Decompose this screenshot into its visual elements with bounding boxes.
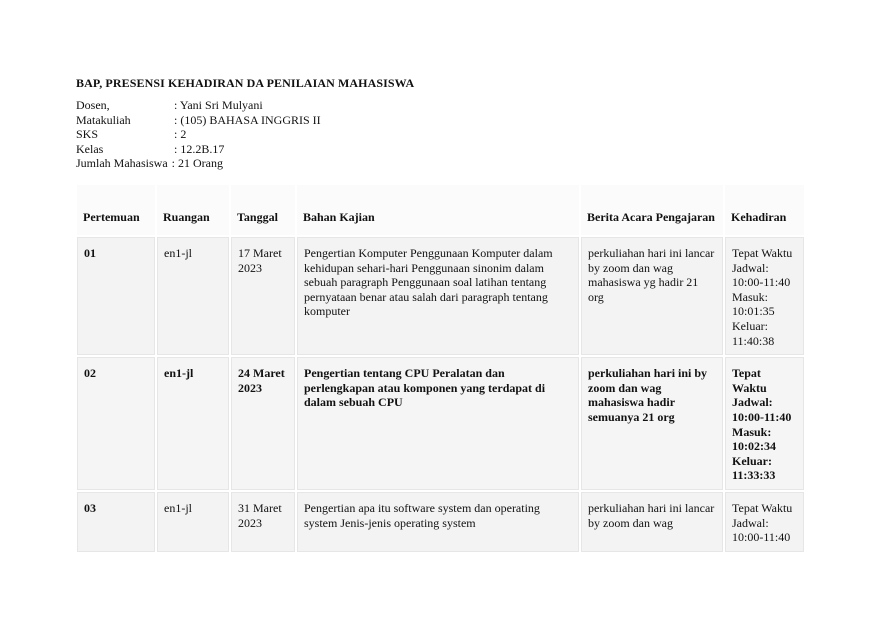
column-header-bahan-kajian: Bahan Kajian — [297, 185, 579, 235]
column-header-tanggal: Tanggal — [231, 185, 295, 235]
info-label: SKS — [76, 127, 99, 142]
kehadiran-line: Keluar: — [732, 453, 772, 468]
cell-bahan-kajian: Pengertian tentang CPU Peralatan dan perlengkapan atau komponen yang terdapat di dalam sebuah CPU — [297, 357, 579, 490]
table-row — [77, 492, 804, 552]
cell-ruangan: en1-jl — [157, 357, 229, 490]
attendance-table — [75, 183, 806, 554]
info-label: Dosen, — [76, 98, 110, 112]
column-header-ruangan: Ruangan — [157, 185, 229, 235]
kehadiran-line: 11:33:33 — [732, 468, 776, 483]
kehadiran-line: Keluar: — [732, 318, 768, 333]
attendance-table-wrapper — [75, 183, 802, 554]
kehadiran-line: 10:00-11:40 — [732, 275, 791, 290]
kehadiran-line: Tepat Waktu — [732, 500, 793, 515]
course-info — [76, 98, 321, 171]
table-header-row — [77, 185, 804, 235]
cell-bahan-kajian: Pengertian apa itu software system dan operating system Jenis-jenis operating system — [297, 492, 579, 552]
table-row — [77, 237, 804, 355]
info-label: Jumlah Mahasiswa — [76, 156, 168, 171]
kehadiran-line: 10:00-11:40 — [732, 530, 791, 545]
kehadiran-line: 11:40:38 — [732, 333, 775, 348]
kehadiran-line: Masuk: — [732, 289, 768, 304]
page-title: BAP, PRESENSI KEHADIRAN DA PENILAIAN MAHASISWA — [76, 76, 415, 90]
column-header-kehadiran: Kehadiran — [725, 185, 804, 235]
kehadiran-line: 10:01:35 — [732, 304, 775, 319]
info-value: : 2 — [174, 127, 187, 142]
cell-tanggal: 17 Maret 2023 — [231, 237, 295, 355]
cell-kehadiran — [725, 357, 804, 490]
column-header-pertemuan: Pertemuan — [77, 185, 155, 235]
kehadiran-line: Tepat Waktu — [732, 366, 767, 395]
cell-kehadiran — [725, 492, 804, 552]
kehadiran-line: 10:02:34 — [732, 439, 776, 454]
info-row-dosen — [76, 98, 321, 113]
cell-berita-acara: perkuliahan hari ini lancar by zoom dan wag mahasiswa yg hadir 21 org — [581, 237, 723, 355]
cell-bahan-kajian: Pengertian Komputer Penggunaan Komputer dalam kehidupan sehari-hari Penggunaan sinonim dalam sebuah paragraph Penggunaan soal latihan tentang pernyataan benar atau salah dari paragraph tentang komputer — [297, 237, 579, 355]
kehadiran-line: Masuk: — [732, 424, 772, 439]
info-row-jumlah-mahasiswa — [76, 156, 321, 171]
cell-tanggal: 31 Maret 2023 — [231, 492, 295, 552]
kehadiran-line: Jadwal: — [732, 515, 769, 530]
cell-kehadiran — [725, 237, 804, 355]
cell-pertemuan: 02 — [77, 357, 155, 490]
info-label: Kelas — [76, 141, 104, 156]
info-label: Matakuliah — [76, 112, 131, 127]
kehadiran-line: 10:00-11:40 — [732, 409, 792, 424]
cell-tanggal: 24 Maret 2023 — [231, 357, 295, 490]
cell-ruangan: en1-jl — [157, 492, 229, 552]
cell-berita-acara: perkuliahan hari ini lancar by zoom dan wag — [581, 492, 723, 552]
kehadiran-line: Tepat Waktu — [732, 246, 793, 260]
info-value: : 21 Orang — [171, 156, 223, 171]
column-header-berita-acara: Berita Acara Pengajaran — [581, 185, 723, 235]
cell-pertemuan: 01 — [77, 237, 155, 355]
cell-berita-acara: perkuliahan hari ini by zoom dan wag mahasiswa hadir semuanya 21 org — [581, 357, 723, 490]
cell-ruangan: en1-jl — [157, 237, 229, 355]
info-value: : (105) BAHASA INGGRIS II — [174, 112, 321, 127]
kehadiran-line: Jadwal: — [732, 260, 769, 275]
kehadiran-line: Jadwal: — [732, 395, 773, 410]
info-row-matakuliah — [76, 113, 321, 128]
info-row-sks — [76, 127, 321, 142]
table-row — [77, 357, 804, 490]
info-row-kelas — [76, 142, 321, 157]
info-value: : 12.2B.17 — [174, 141, 225, 156]
info-value: : Yani Sri Mulyani — [174, 98, 263, 112]
cell-pertemuan: 03 — [77, 492, 155, 552]
